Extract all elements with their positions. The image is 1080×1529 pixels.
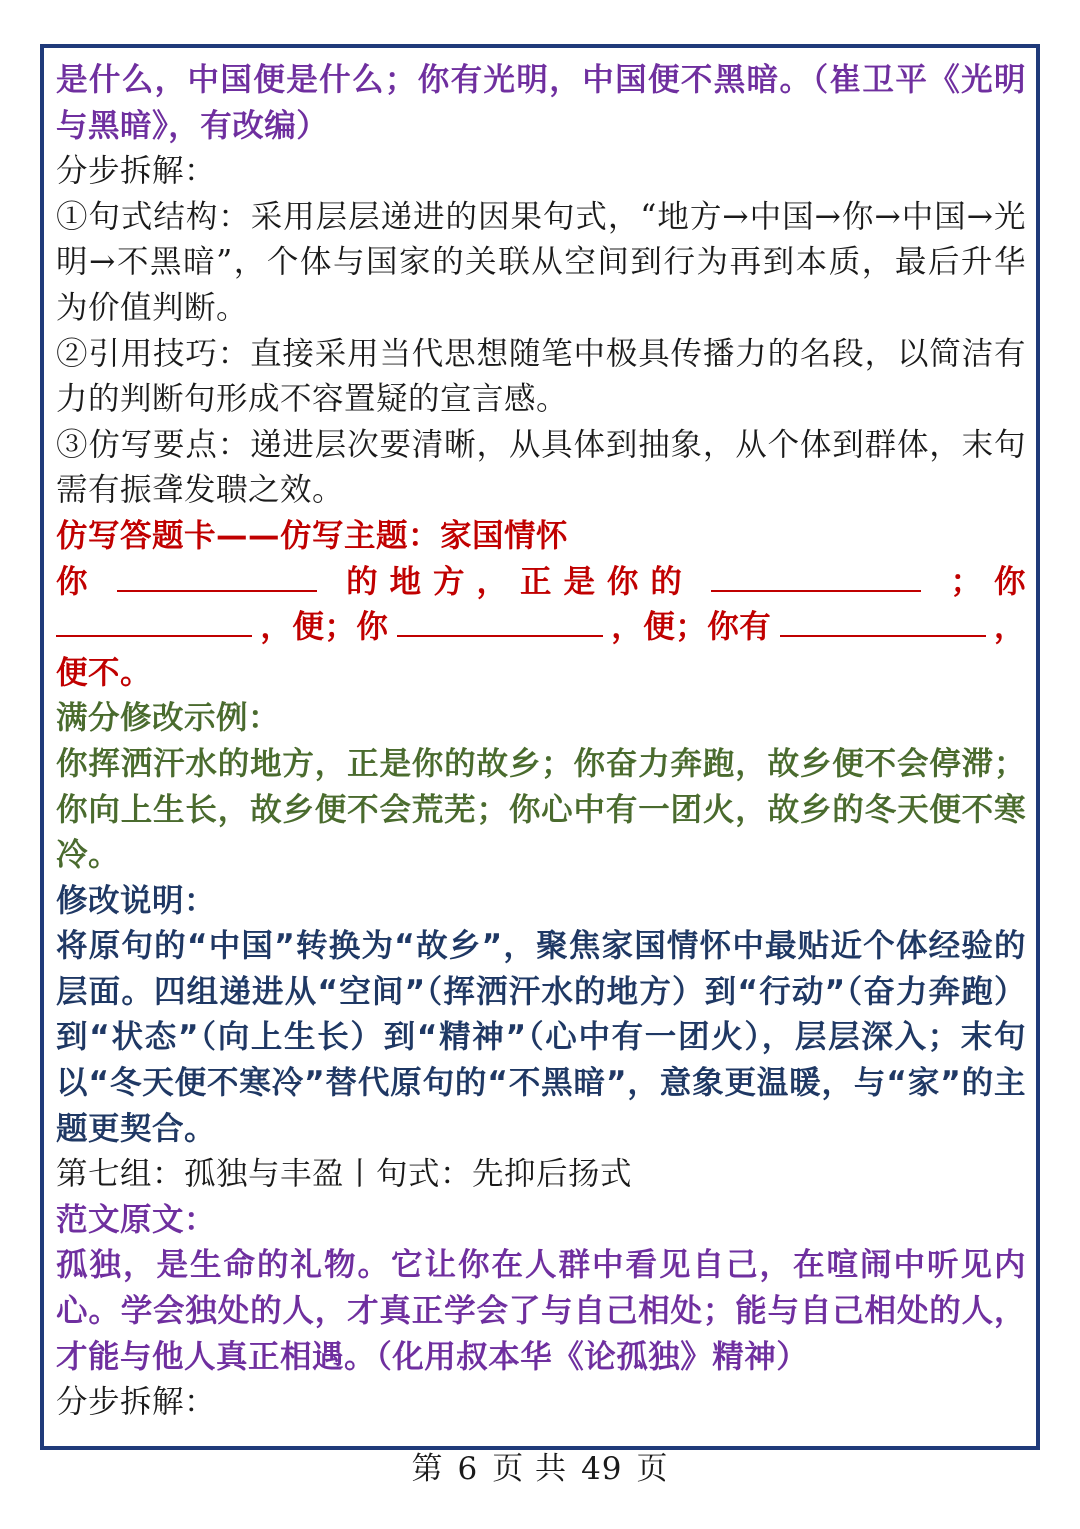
sample-text: 你挥洒汗水的地方，正是你的故乡；你奋力奔跑，故乡便不会停滞；你向上生长，故乡便不会荒芜；你心中有一团火，故乡的冬天便不寒冷。 (56, 745, 1026, 874)
footer-suffix: 页 (636, 1451, 669, 1487)
original-text-continued: 是什么，中国便是什么；你有光明，中国便不黑暗。（崔卫平《光明与黑暗》，有改编） (56, 62, 1026, 144)
explanation-heading: 修改说明： (56, 882, 217, 919)
answer-blank-3[interactable] (56, 607, 252, 637)
answer-card-line-2 (56, 605, 1026, 651)
answer-line2-part-b: ，便；你有 (611, 609, 772, 646)
answer-line1-prefix: 你 (56, 563, 89, 600)
answer-blank-1[interactable] (117, 562, 317, 592)
answer-blank-4[interactable] (397, 607, 603, 637)
group-7-title: 第七组：孤独与丰盈丨句式：先抑后扬式 (56, 1156, 633, 1193)
sample-heading: 满分修改示例： (56, 700, 281, 737)
page-content (56, 58, 1026, 1426)
source-heading: 范文原文： (56, 1201, 217, 1238)
answer-line1-middle: 的 地 方 ， 正 是 你 的 (346, 563, 683, 600)
breakdown-heading: 分步拆解： (56, 153, 217, 190)
answer-line2-part-c: ， (993, 609, 1026, 646)
answer-card-line-3: 便不。 (56, 654, 153, 691)
source-text: 孤独，是生命的礼物。它让你在人群中看见自己，在喧闹中听见内心。学会独处的人，才真正学会了与自己相处；能与自己相处的人，才能与他人真正相遇。（化用叔本华《论孤独》精神） (56, 1247, 1026, 1375)
answer-line1-suffix: ； 你 (950, 563, 1026, 600)
breakdown-point-2: ②引用技巧：直接采用当代思想随笔中极具传播力的名段，以简洁有力的判断句形成不容置疑的宣言感。 (56, 335, 1026, 418)
breakdown-point-3: ③仿写要点：递进层次要清晰，从具体到抽象，从个体到群体，末句需有振聋发聩之效。 (56, 426, 1026, 509)
answer-card-title: 仿写答题卡——仿写主题：家国情怀 (56, 517, 569, 554)
page-footer (0, 1443, 1080, 1488)
answer-card-line-1 (56, 560, 1026, 606)
footer-page-number: 6 (457, 1451, 479, 1487)
page-frame (40, 44, 1040, 1450)
explanation-text: 将原句的“中国”转换为“故乡”，聚焦家国情怀中最贴近个体经验的层面。四组递进从“空间”（挥洒汗水的地方）到“行动”（奋力奔跑）到“状态”（向上生长）到“精神”（心中有一团火），层层深入；末句以“冬天便不寒冷”替代原句的“不黑暗”，意象更温暖，与“家”的主题更契合。 (56, 928, 1026, 1147)
answer-line2-part-a: ，便；你 (260, 609, 389, 646)
breakdown-point-1: ①句式结构：采用层层递进的因果句式，“地方→中国→你→中国→光明→不黑暗”，个体与国家的关联从空间到行为再到本质，最后升华为价值判断。 (56, 198, 1026, 326)
answer-blank-5[interactable] (780, 607, 986, 637)
footer-middle: 页 共 (492, 1451, 568, 1487)
group-7-breakdown-heading: 分步拆解： (56, 1384, 217, 1421)
footer-prefix: 第 (411, 1451, 444, 1487)
footer-total-pages: 49 (581, 1451, 623, 1487)
answer-blank-2[interactable] (711, 562, 921, 592)
